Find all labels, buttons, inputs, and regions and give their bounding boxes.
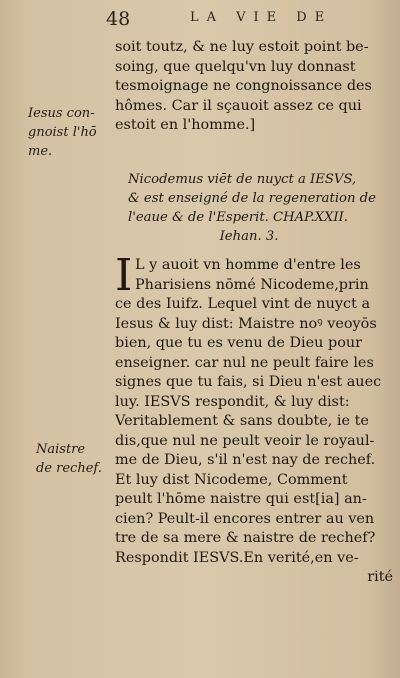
- text-line: soit toutz, & ne luy estoit point be-: [115, 39, 369, 55]
- running-title: LA VIE DE: [190, 10, 333, 25]
- text-line: Veritablement & sans doubte, ie te: [115, 413, 369, 429]
- text-line: dis,que nul ne peult veoir le royaul-: [115, 432, 375, 449]
- text-line: bien, que tu es venu de Dieu pour: [115, 335, 363, 351]
- text-line: cien? Peult-il encores entrer au ven: [115, 510, 375, 527]
- margin-note-line: Iesus con-: [28, 106, 95, 121]
- text-line: Et luy dist Nicodeme, Comment: [115, 471, 348, 488]
- page-header: [0, 8, 400, 34]
- text-line: L y auoit vn homme d'entre les: [135, 257, 361, 273]
- margin-note-iesus: [28, 104, 108, 161]
- text-line: Pharisiens nōmé Nicodeme,prin: [135, 276, 369, 293]
- chapter-text: [115, 250, 393, 588]
- chapter-heading: [128, 170, 390, 246]
- text-line: rité: [367, 569, 393, 585]
- margin-note-line: gnoist l'hō: [28, 125, 97, 140]
- text-line: Iesus & luy dist: Maistre noꝰ veoyōs: [115, 315, 377, 332]
- text-line: me de Dieu, s'il n'est nay de rechef.: [115, 452, 376, 468]
- text-line: tre de sa mere & naistre de rechef?: [115, 530, 376, 546]
- margin-note-line: Naistre: [36, 442, 86, 457]
- text-line: ce des Iuifz. Lequel vint de nuyct a: [115, 296, 371, 312]
- text-line: peult l'hōme naistre qui est[ia] an-: [115, 491, 367, 507]
- text-line: Respondit IESVS.En verité,en ve-: [115, 549, 359, 566]
- text-line: enseigner. car nul ne peult faire les: [115, 354, 374, 371]
- top-paragraph: [115, 38, 393, 136]
- text-line: estoit en l'homme.]: [115, 117, 256, 134]
- text-line: hômes. Car il sçauoit assez ce qui: [115, 97, 362, 114]
- heading-line: & est enseigné de la regeneration de: [128, 191, 376, 206]
- margin-note-line: de rechef.: [36, 461, 102, 476]
- heading-reference: Iehan. 3.: [219, 229, 279, 244]
- page-number: 48: [106, 8, 131, 30]
- drop-cap: I: [115, 250, 133, 301]
- text-line: luy. IESVS respondit, & luy dist:: [115, 393, 350, 410]
- margin-note-naistre: [36, 440, 116, 478]
- margin-note-line: me.: [28, 144, 53, 159]
- text-line: soing, que quelqu'vn luy donnast: [115, 58, 356, 75]
- heading-line: Nicodemus viēt de nuyct a IESVS,: [128, 172, 357, 187]
- text-line: tesmoignage ne congnoissance des: [115, 78, 372, 95]
- heading-line: l'eaue & de l'Esperit. CHAP.XXII.: [128, 210, 348, 225]
- text-line: signes que tu fais, si Dieu n'est auec: [115, 374, 382, 390]
